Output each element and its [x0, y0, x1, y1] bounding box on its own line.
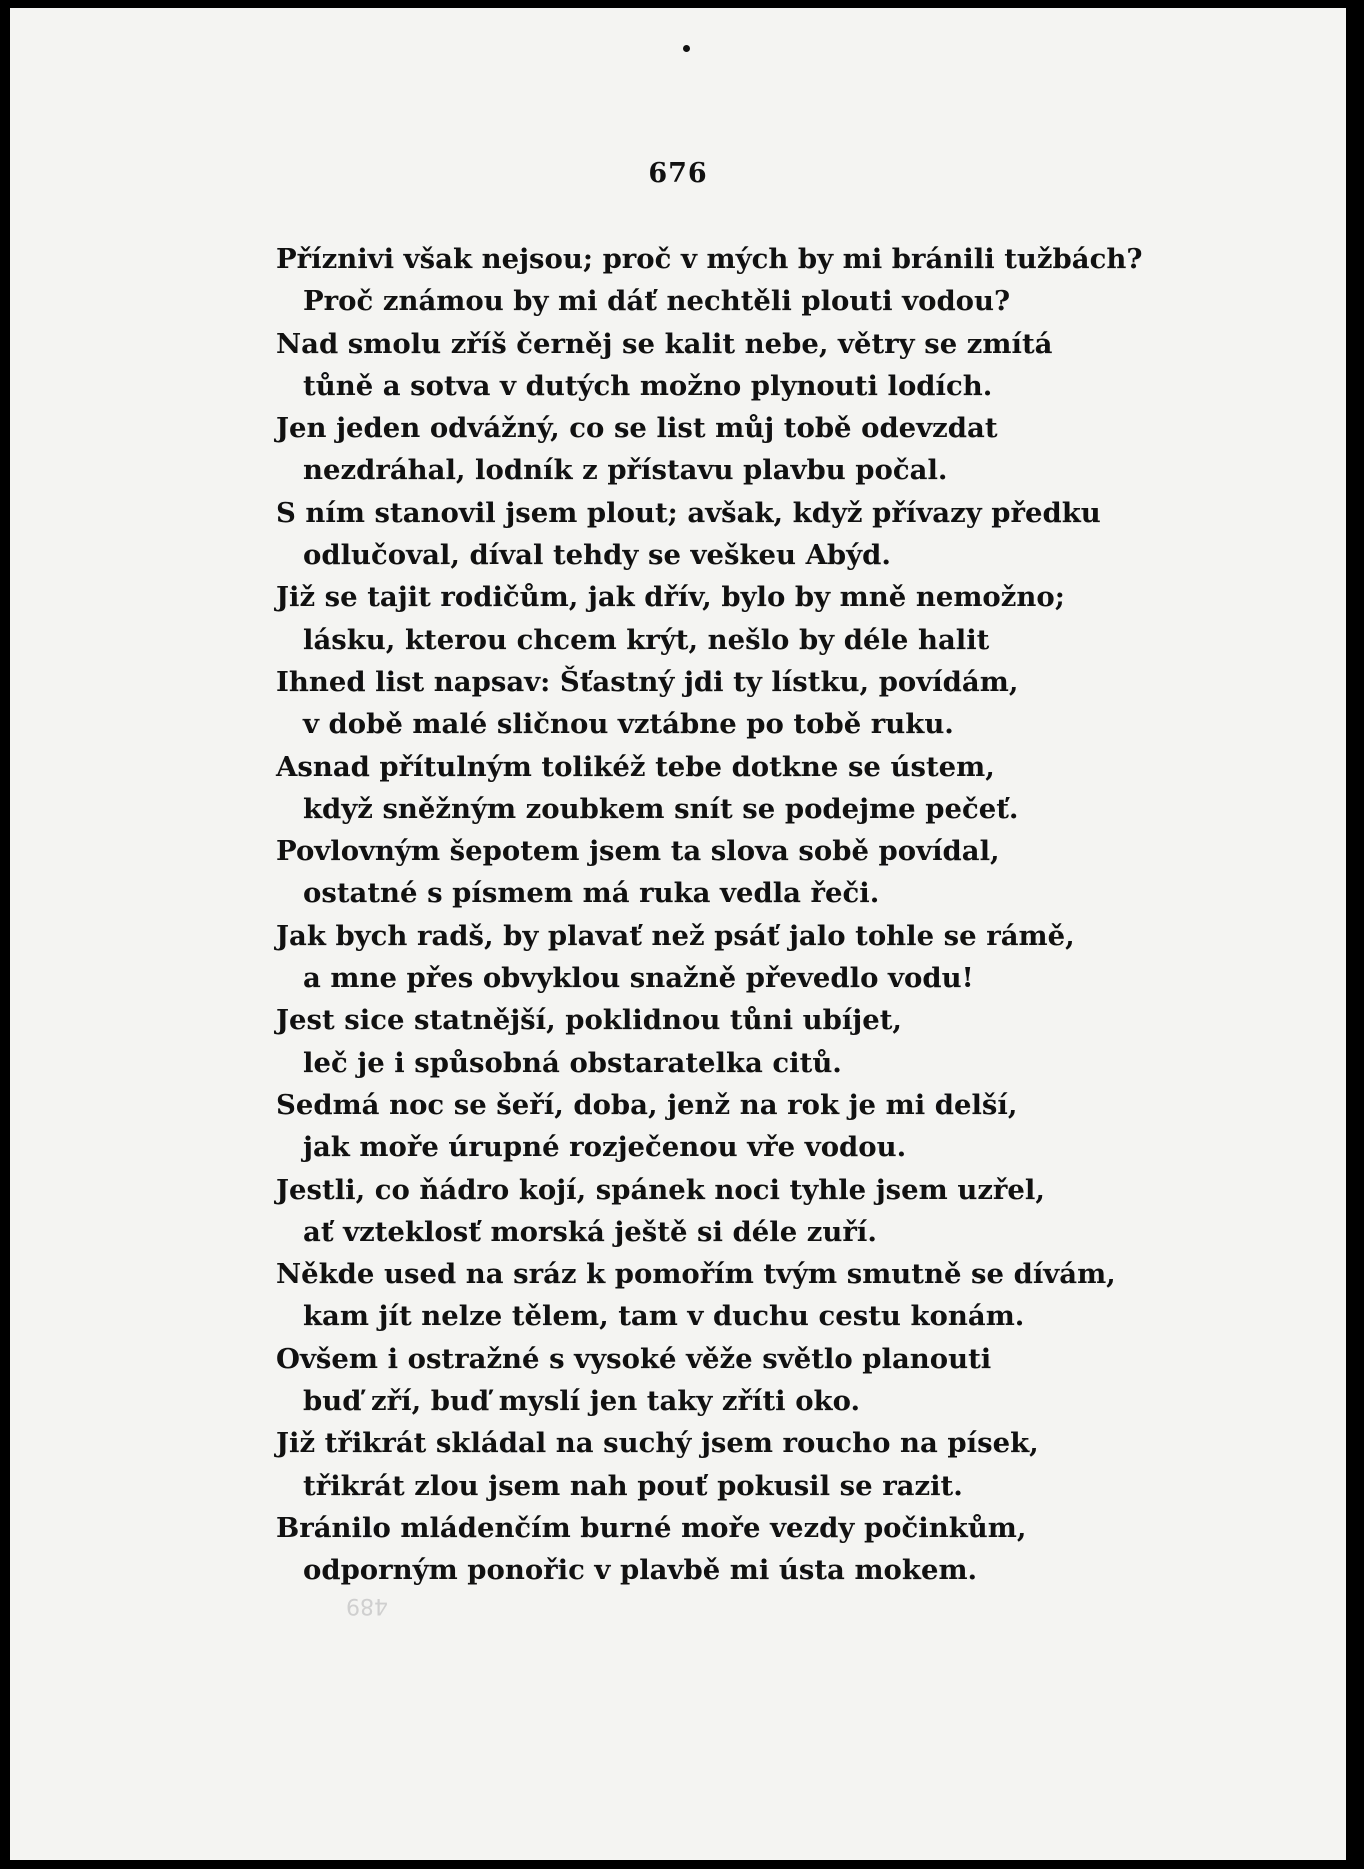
poem-text [276, 238, 1336, 1592]
verse-line: třikrát zlou jsem nah pouť pokusil se razit. [303, 1469, 963, 1502]
printer-dot [683, 45, 690, 52]
verse-line: leč je i spůsobná obstaratelka citů. [303, 1046, 842, 1079]
verse-line: odlučoval, díval tehdy se veškeu Abýd. [303, 539, 891, 572]
verse-line: Již se tajit rodičům, jak dřív, bylo by mně nemožno; [276, 581, 1065, 614]
verse-line: S ním stanovil jsem plout; avšak, když přívazy předku [276, 496, 1101, 529]
verse-line: kam jít nelze tělem, tam v duchu cestu konám. [303, 1300, 1025, 1333]
verse-line: Bránilo mládenčím burné moře vezdy počinkům, [276, 1511, 1027, 1544]
verse-line: Ihned list napsav: Šťastný jdi ty lístku, povídám, [276, 665, 1019, 698]
verse-line: tůně a sotva v dutých možno plynouti lodích. [303, 369, 993, 402]
verse-line: v době malé sličnou vztábne po tobě ruku. [303, 708, 954, 741]
verse-line: Ovšem i ostražné s vysoké věže světlo planouti [276, 1342, 992, 1375]
faint-stamp-mark: 489 [346, 1593, 388, 1618]
verse-line: buď zří, buď myslí jen taky zříti oko. [303, 1385, 861, 1418]
verse-line: Někde used na sráz k pomořím tvým smutně se dívám, [276, 1258, 1116, 1291]
verse-line: a mne přes obvyklou snažně převedlo vodu! [303, 962, 974, 995]
verse-line: Nad smolu zříš černěj se kalit nebe, větry se zmítá [276, 327, 1053, 360]
verse-line: lásku, kterou chcem krýt, nešlo by déle halit [303, 623, 990, 656]
verse-line: Jak bych radš, by plavať než psáť jalo tohle se rámě, [276, 919, 1075, 952]
verse-line: Příznivi však nejsou; proč v mých by mi bránili tužbách? [276, 243, 1143, 275]
verse-line: Jestli, co ňádro kojí, spánek noci tyhle jsem uzřel, [276, 1173, 1045, 1206]
verse-line: když sněžným zoubkem snít se podejme pečeť. [303, 792, 1019, 825]
verse-line: odporným ponořic v plavbě mi ústa mokem. [303, 1554, 978, 1587]
verse-line: Jen jeden odvážný, co se list můj tobě odevzdat [276, 412, 998, 445]
page-number: 676 [648, 158, 708, 189]
verse-line: Povlovným šepotem jsem ta slova sobě povídal, [276, 835, 1000, 868]
book-page [10, 8, 1346, 1860]
verse-line: nezdráhal, lodník z přístavu plavbu počal. [303, 454, 948, 487]
verse-line: jak moře úrupné rozječenou vře vodou. [303, 1131, 907, 1164]
verse-line: ať vzteklosť morská ještě si déle zuří. [303, 1215, 877, 1248]
verse-line: Již třikrát skládal na suchý jsem roucho na písek, [276, 1427, 1039, 1460]
verse-line: Asnad přítulným tolikéž tebe dotkne se ústem, [276, 750, 995, 783]
verse-line: Jest sice statnější, poklidnou tůni ubíjet, [276, 1004, 902, 1037]
verse-line: ostatné s písmem má ruka vedla řeči. [303, 877, 880, 910]
verse-line: Sedmá noc se šeří, doba, jenž na rok je mi delší, [276, 1088, 1018, 1121]
verse-line: Proč známou by mi dáť nechtěli plouti vodou? [303, 285, 1011, 318]
